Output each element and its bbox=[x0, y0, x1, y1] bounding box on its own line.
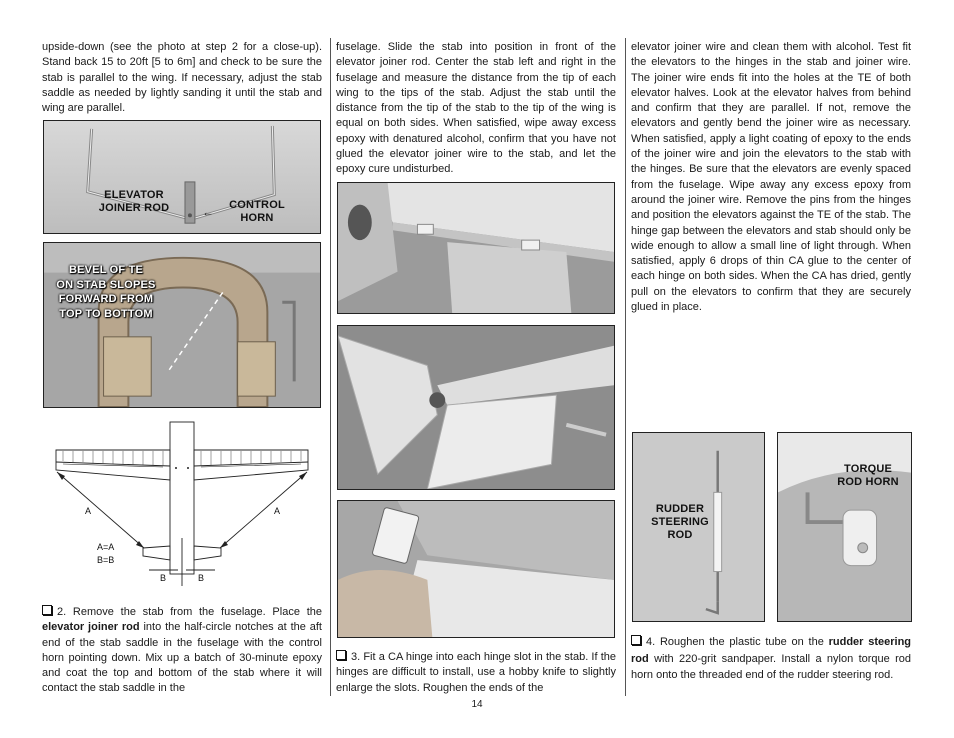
step-4-text-bold: rudder steering rod bbox=[631, 636, 912, 665]
photo-bevel-of-te bbox=[43, 242, 321, 408]
diagram-label-b-right: B bbox=[198, 573, 205, 583]
col3-intro-text: elevator joiner wire and clean them with alcohol. Test fit the elevators to the hinges in the stab and joiner wire. The joiner wire ends fit into the holes at the TE of both elevator halves. Look at the elevator halves from behind and confirm that they are parallel. If not, remove the elevators and gently bend the joiner wire as necessary. When satisfied, apply a light coating of epoxy to the ends of the joiner wire and join the elevators to the stab with the hinges. Be sure that the elevators are evenly spaced from the fuselage. Wipe away any excess epoxy from around the joiner wire. Remove the pins from the hinges and position the elevators against the TE of the stab. The hinge gap between the elevators and stab should only be wide enough to allow a small line of light through. When satisfied, apply 6 drops of thin CA glue to the center of each hinge on both sides. When the CA has dried, gently pull on the elevators to confirm that they are securely glued in place. bbox=[631, 41, 911, 314]
torque-horn-illustration bbox=[778, 433, 911, 621]
diagram-label-a-equals-a: A=A bbox=[97, 542, 115, 552]
photo-ca-glue-application bbox=[337, 500, 615, 638]
diagram-label-a-left: A bbox=[85, 506, 92, 516]
step-3-text: 3. Fit a CA hinge into each hinge slot in the stab. If the hinges are difficult to install, use a hobby knife to slightly enlarge the slots. Roughen the ends of the bbox=[336, 651, 616, 694]
arrow-to-horn-icon: ← bbox=[202, 205, 214, 219]
step-2-text-post: into the half-circle notches at the aft end of the stab saddle in the fuselage with the control horn pointing down. Mix up a batch of 30-minute epoxy and coat the top and bottom of the stab where it will contact the stab saddle in the bbox=[42, 621, 322, 695]
label-control-horn: CONTROL HORN bbox=[229, 199, 285, 224]
column-divider-1 bbox=[330, 38, 331, 696]
step-2-checkbox[interactable] bbox=[42, 605, 52, 615]
column-2 bbox=[336, 40, 616, 178]
step-3-checkbox[interactable] bbox=[336, 650, 346, 660]
ca-glue-illustration bbox=[338, 501, 614, 637]
photo-torque-rod-horn bbox=[777, 432, 912, 622]
column-3 bbox=[631, 40, 911, 315]
photo-elevator-joiner-rod bbox=[43, 120, 321, 234]
col1-intro-text: upside-down (see the photo at step 2 for a close-up). Stand back 15 to 20ft [5 to 6m] and check to be sure the stab is parallel to the wing. If necessary, adjust the stab saddle as needed by lightly sanding it until the stab and wing are parallel. bbox=[42, 41, 322, 115]
diagram-label-a-right: A bbox=[274, 506, 281, 516]
step-2-text-pre: 2. Remove the stab from the fuselage. Place the bbox=[57, 606, 322, 618]
photo-stab-hinge-slots bbox=[337, 182, 615, 314]
column-divider-2 bbox=[625, 38, 626, 696]
step-4-block bbox=[631, 634, 911, 684]
diagram-label-b-equals-b: B=B bbox=[97, 555, 115, 565]
col2-intro-text: fuselage. Slide the stab into position in front of the elevator joiner rod. Center the stab left and right in the fuselage and measure the distance from the tip of each wing to the tips of the stab. Adjust the stab until the distance from the tip of the stab to the tip of the wing is equal on both sides. When satisfied, wipe away excess epoxy with denatured alcohol, confirm that you have not glued the elevator joiner wire to the stab, and let the epoxy cure undisturbed. bbox=[336, 41, 616, 176]
step-4-text-pre: 4. Roughen the plastic tube on the bbox=[646, 636, 829, 648]
wing-stab-drawing bbox=[43, 418, 321, 588]
step-4-text-post: with 220-grit sandpaper. Install a nylon torque rod horn onto the threaded end of the rudder steering rod. bbox=[631, 652, 911, 681]
step-2-text-bold: elevator joiner rod bbox=[42, 621, 140, 634]
label-elevator-joiner-rod: ELEVATOR JOINER ROD bbox=[98, 189, 170, 214]
stab-hinge-illustration bbox=[338, 183, 614, 313]
step-3-block bbox=[336, 650, 616, 696]
label-rudder-steering-rod: RUDDER STEERING ROD bbox=[651, 503, 709, 541]
column-1 bbox=[42, 40, 322, 116]
step-4-checkbox[interactable] bbox=[631, 635, 641, 645]
page-number: 14 bbox=[471, 699, 483, 710]
label-torque-rod-horn: TORQUE ROD HORN bbox=[837, 463, 899, 488]
photo-elevators-installed bbox=[337, 325, 615, 490]
alignment-diagram bbox=[43, 418, 321, 588]
label-bevel-of-te: BEVEL OF TE ON STAB SLOPES FORWARD FROM TOP TO BOTTOM bbox=[56, 264, 156, 320]
step-2-block bbox=[42, 605, 322, 697]
elevator-illustration bbox=[338, 326, 614, 489]
photo-rudder-steering-rod bbox=[632, 432, 765, 622]
diagram-label-b-left: B bbox=[160, 573, 167, 583]
